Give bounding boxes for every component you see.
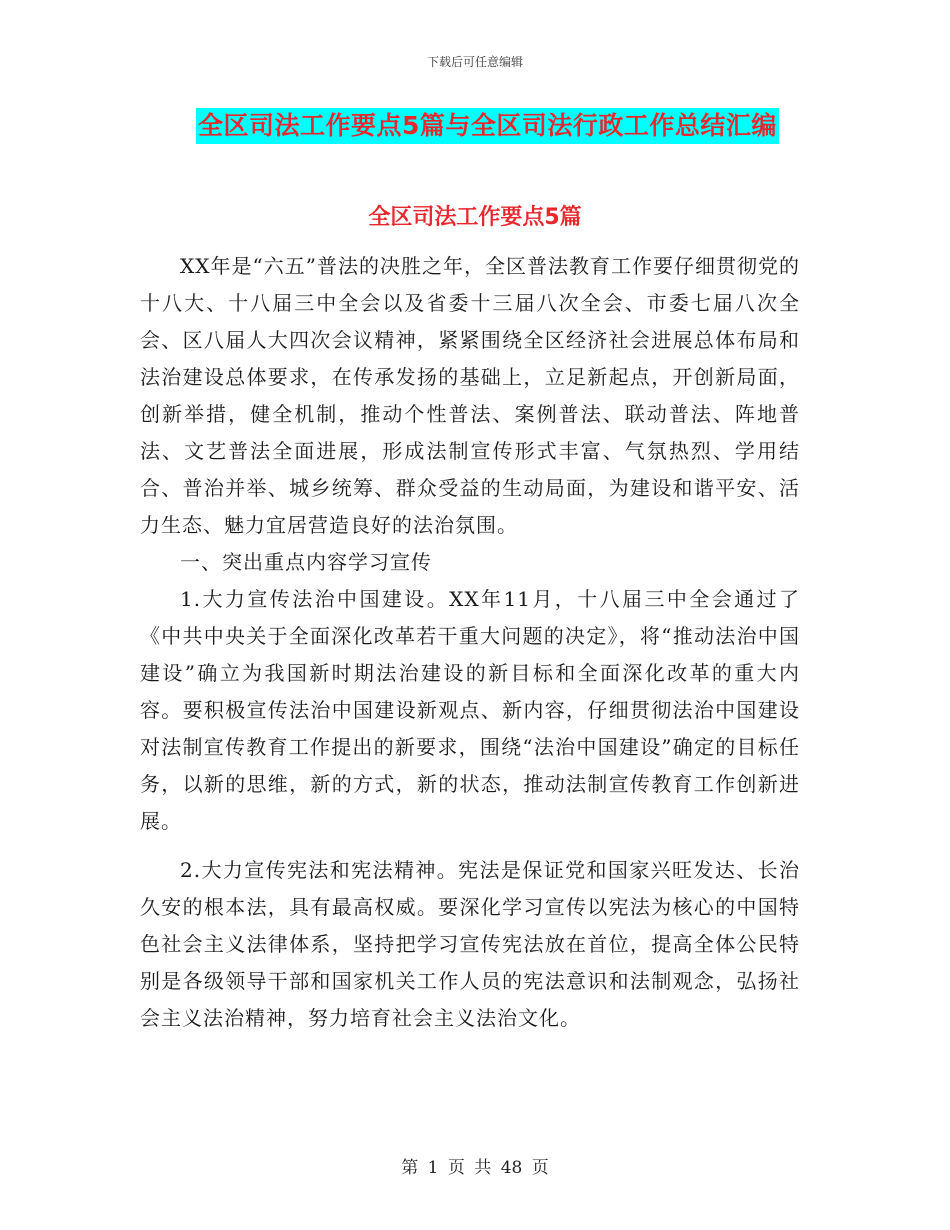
page-number: 第 1 页 共 48 页	[401, 1158, 549, 1178]
paragraph-item-2: 2.大力宣传宪法和宪法精神。宪法是保证党和国家兴旺发达、长治久安的根本法，具有最高权威。要深化学习宣传以宪法为核心的中国特色社会主义法律体系，坚持把学习宣传宪法放在首位，提高全体公民特别是各级领导干部和国家机关工作人员的宪法意识和法制观念，弘扬社会主义法治精神，努力培育社会主义法治文化。	[140, 858, 800, 1030]
heading-section-1: 一、突出重点内容学习宣传	[180, 550, 432, 574]
section-title: 全区司法工作要点5篇	[368, 205, 582, 230]
header-note: 下载后可任意编辑	[426, 55, 523, 69]
paragraph-intro: XX年是“六五”普法的决胜之年，全区普法教育工作要仔细贯彻党的十八大、十八届三中全会以及省委十三届八次全会、市委七届八次全会、区八届人大四次会议精神，紧紧围绕全区经济社会进展总体布局和法治建设总体要求，在传承发扬的基础上，立足新起点，开创新局面，创新举措，健全机制，推动个性普法、案例普法、联动普法、阵地普法、文艺普法全面进展，形成法制宣传形式丰富、气氛热烈、学用结合、普治并举、城乡统筹、群众受益的生动局面，为建设和谐平安、活力生态、魅力宜居营造良好的法治氛围。	[140, 254, 800, 537]
paragraph-item-1: 1.大力宣传法治中国建设。XX年11月，十八届三中全会通过了《中共中央关于全面深化改革若干重大问题的决定》，将“推动法治中国建设”确立为我国新时期法治建设的新目标和全面深化改革的重大内容。要积极宣传法治中国建设新观点、新内容，仔细贯彻法治中国建设对法制宣传教育工作提出的新要求，围绕“法治中国建设”确定的目标任务，以新的思维，新的方式，新的状态，推动法制宣传教育工作创新进展。	[140, 587, 800, 833]
document-body	[140, 248, 800, 1037]
document-title: 全区司法工作要点5篇与全区司法行政工作总结汇编	[196, 108, 779, 144]
